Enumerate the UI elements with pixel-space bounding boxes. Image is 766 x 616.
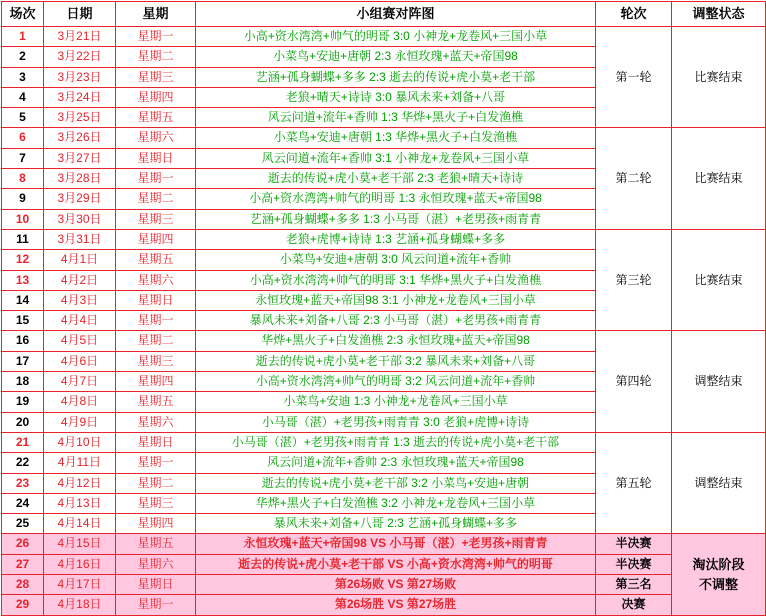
table-row [2,575,766,595]
cell-weekday: 星期五 [116,392,196,412]
column-header-weekday: 星期 [116,2,196,27]
cell-date: 4月2日 [44,270,116,290]
cell-round: 半决赛 [596,554,672,574]
cell-date: 3月21日 [44,27,116,47]
cell-status: 比赛结束 [672,27,766,128]
cell-match-no: 25 [2,514,44,534]
cell-weekday: 星期五 [116,250,196,270]
cell-match-no: 22 [2,453,44,473]
cell-weekday: 星期四 [116,229,196,249]
cell-date: 3月23日 [44,67,116,87]
cell-weekday: 星期一 [116,311,196,331]
cell-matchup: 逝去的传说+虎小莫+老干部 3:2 小菜鸟+安迪+唐朝 [196,473,596,493]
cell-status: 比赛结束 [672,128,766,229]
cell-weekday: 星期六 [116,270,196,290]
cell-date: 4月6日 [44,351,116,371]
cell-status: 比赛结束 [672,229,766,330]
column-header-status: 调整状态 [672,2,766,27]
cell-status: 调整结束 [672,432,766,533]
cell-weekday: 星期六 [116,128,196,148]
cell-matchup: 艺涵+孤身蝴蝶+多多 1:3 小马哥（湛）+老男孩+雨青青 [196,209,596,229]
cell-match-no: 6 [2,128,44,148]
cell-match-no: 8 [2,169,44,189]
cell-date: 4月7日 [44,372,116,392]
cell-date: 4月9日 [44,412,116,432]
cell-date: 3月28日 [44,169,116,189]
cell-matchup: 小菜鸟+安迪+唐朝 2:3 永恒玫瑰+蓝天+帝国98 [196,47,596,67]
cell-matchup: 逝去的传说+虎小莫+老干部 3:2 暴风未来+刘备+八哥 [196,351,596,371]
cell-date: 4月10日 [44,432,116,452]
cell-weekday: 星期三 [116,209,196,229]
cell-matchup: 第26场胜 VS 第27场胜 [196,595,596,615]
cell-date: 3月27日 [44,148,116,168]
cell-match-no: 18 [2,372,44,392]
cell-date: 4月17日 [44,575,116,595]
cell-date: 4月16日 [44,554,116,574]
cell-match-no: 10 [2,209,44,229]
cell-matchup: 小高+资水湾湾+帅气的明哥 3:2 风云问道+流年+香帅 [196,372,596,392]
cell-date: 4月1日 [44,250,116,270]
cell-round: 第五轮 [596,432,672,533]
table-row [2,534,766,554]
cell-matchup: 华烨+黑火子+白发渔樵 3:2 小神龙+龙卷风+三国小草 [196,493,596,513]
table-body [2,27,766,616]
cell-matchup: 永恒玫瑰+蓝天+帝国98 3:1 小神龙+龙卷风+三国小草 [196,290,596,310]
cell-date: 4月12日 [44,473,116,493]
cell-matchup: 逝去的传说+虎小莫+老干部 VS 小高+资水湾湾+帅气的明哥 [196,554,596,574]
cell-status: 淘汰阶段 不调整 [672,534,766,615]
cell-matchup: 第26场败 VS 第27场败 [196,575,596,595]
cell-round: 半决赛 [596,534,672,554]
cell-weekday: 星期一 [116,27,196,47]
schedule-page [0,1,766,612]
cell-weekday: 星期一 [116,169,196,189]
cell-date: 3月31日 [44,229,116,249]
cell-round: 第一轮 [596,27,672,128]
cell-match-no: 20 [2,412,44,432]
cell-round: 第三轮 [596,229,672,330]
cell-weekday: 星期四 [116,372,196,392]
cell-matchup: 小高+资水湾湾+帅气的明哥 1:3 永恒玫瑰+蓝天+帝国98 [196,189,596,209]
cell-matchup: 永恒玫瑰+蓝天+帝国98 VS 小马哥（湛）+老男孩+雨青青 [196,534,596,554]
cell-weekday: 星期一 [116,453,196,473]
cell-matchup: 老狼+虎博+诗诗 1:3 艺涵+孤身蝴蝶+多多 [196,229,596,249]
cell-date: 3月24日 [44,87,116,107]
cell-match-no: 16 [2,331,44,351]
cell-date: 3月29日 [44,189,116,209]
cell-matchup: 暴风未来+刘备+八哥 2:3 小马哥（湛）+老男孩+雨青青 [196,311,596,331]
cell-date: 4月14日 [44,514,116,534]
cell-match-no: 28 [2,575,44,595]
cell-weekday: 星期三 [116,493,196,513]
cell-match-no: 24 [2,493,44,513]
cell-weekday: 星期三 [116,351,196,371]
cell-date: 4月11日 [44,453,116,473]
cell-status: 调整结束 [672,331,766,432]
cell-match-no: 2 [2,47,44,67]
cell-matchup: 风云问道+流年+香帅 2:3 永恒玫瑰+蓝天+帝国98 [196,453,596,473]
cell-matchup: 小菜鸟+安迪 1:3 小神龙+龙卷风+三国小草 [196,392,596,412]
cell-weekday: 星期日 [116,290,196,310]
cell-weekday: 星期六 [116,412,196,432]
cell-match-no: 19 [2,392,44,412]
cell-weekday: 星期二 [116,47,196,67]
cell-date: 4月15日 [44,534,116,554]
cell-match-no: 9 [2,189,44,209]
cell-weekday: 星期六 [116,554,196,574]
cell-date: 3月26日 [44,128,116,148]
cell-match-no: 11 [2,229,44,249]
cell-matchup: 小菜鸟+安迪+唐朝 1:3 华烨+黑火子+白发渔樵 [196,128,596,148]
cell-weekday: 星期五 [116,108,196,128]
cell-match-no: 26 [2,534,44,554]
cell-date: 3月30日 [44,209,116,229]
cell-matchup: 艺涵+孤身蝴蝶+多多 2:3 逝去的传说+虎小莫+老干部 [196,67,596,87]
cell-match-no: 29 [2,595,44,615]
cell-weekday: 星期四 [116,514,196,534]
cell-match-no: 7 [2,148,44,168]
cell-date: 4月5日 [44,331,116,351]
cell-matchup: 逝去的传说+虎小莫+老干部 2:3 老狼+晴天+诗诗 [196,169,596,189]
cell-weekday: 星期三 [116,67,196,87]
cell-matchup: 小马哥（湛）+老男孩+雨青青 3:0 老狼+虎博+诗诗 [196,412,596,432]
cell-date: 4月4日 [44,311,116,331]
cell-date: 4月18日 [44,595,116,615]
cell-match-no: 14 [2,290,44,310]
cell-round: 第三名 [596,575,672,595]
column-header-no: 场次 [2,2,44,27]
cell-match-no: 4 [2,87,44,107]
cell-date: 3月22日 [44,47,116,67]
cell-weekday: 星期日 [116,575,196,595]
cell-matchup: 风云问道+流年+香帅 1:3 华烨+黑火子+白发渔樵 [196,108,596,128]
table-row [2,554,766,574]
cell-weekday: 星期二 [116,331,196,351]
cell-matchup: 小菜鸟+安迪+唐朝 3:0 风云问道+流年+香帅 [196,250,596,270]
table-header-row [2,2,766,27]
cell-matchup: 老狼+晴天+诗诗 3:0 暴风未来+刘备+八哥 [196,87,596,107]
table-row [2,229,766,249]
table-row [2,128,766,148]
cell-date: 3月25日 [44,108,116,128]
cell-date: 4月8日 [44,392,116,412]
cell-matchup: 小高+资水湾湾+帅气的明哥 3:1 华烨+黑火子+白发渔樵 [196,270,596,290]
cell-weekday: 星期一 [116,595,196,615]
cell-weekday: 星期二 [116,473,196,493]
cell-matchup: 暴风未来+刘备+八哥 2:3 艺涵+孤身蝴蝶+多多 [196,514,596,534]
cell-round: 决赛 [596,595,672,615]
cell-weekday: 星期二 [116,189,196,209]
cell-weekday: 星期四 [116,87,196,107]
cell-match-no: 17 [2,351,44,371]
cell-matchup: 华烨+黑火子+白发渔樵 2:3 永恒玫瑰+蓝天+帝国98 [196,331,596,351]
table-row [2,595,766,615]
cell-matchup: 小马哥（湛）+老男孩+雨青青 1:3 逝去的传说+虎小莫+老干部 [196,432,596,452]
cell-match-no: 27 [2,554,44,574]
cell-weekday: 星期日 [116,432,196,452]
table-row [2,27,766,47]
cell-match-no: 5 [2,108,44,128]
cell-round: 第二轮 [596,128,672,229]
cell-match-no: 1 [2,27,44,47]
cell-weekday: 星期五 [116,534,196,554]
cell-match-no: 23 [2,473,44,493]
cell-date: 4月3日 [44,290,116,310]
cell-weekday: 星期日 [116,148,196,168]
cell-match-no: 15 [2,311,44,331]
cell-match-no: 13 [2,270,44,290]
table-row [2,331,766,351]
match-schedule-table [1,1,766,616]
cell-match-no: 12 [2,250,44,270]
column-header-round: 轮次 [596,2,672,27]
table-row [2,432,766,452]
column-header-date: 日期 [44,2,116,27]
cell-round: 第四轮 [596,331,672,432]
cell-date: 4月13日 [44,493,116,513]
column-header-matchup: 小组赛对阵图 [196,2,596,27]
cell-matchup: 风云问道+流年+香帅 3:1 小神龙+龙卷风+三国小草 [196,148,596,168]
cell-match-no: 3 [2,67,44,87]
cell-match-no: 21 [2,432,44,452]
cell-matchup: 小高+资水湾湾+帅气的明哥 3:0 小神龙+龙卷风+三国小草 [196,27,596,47]
